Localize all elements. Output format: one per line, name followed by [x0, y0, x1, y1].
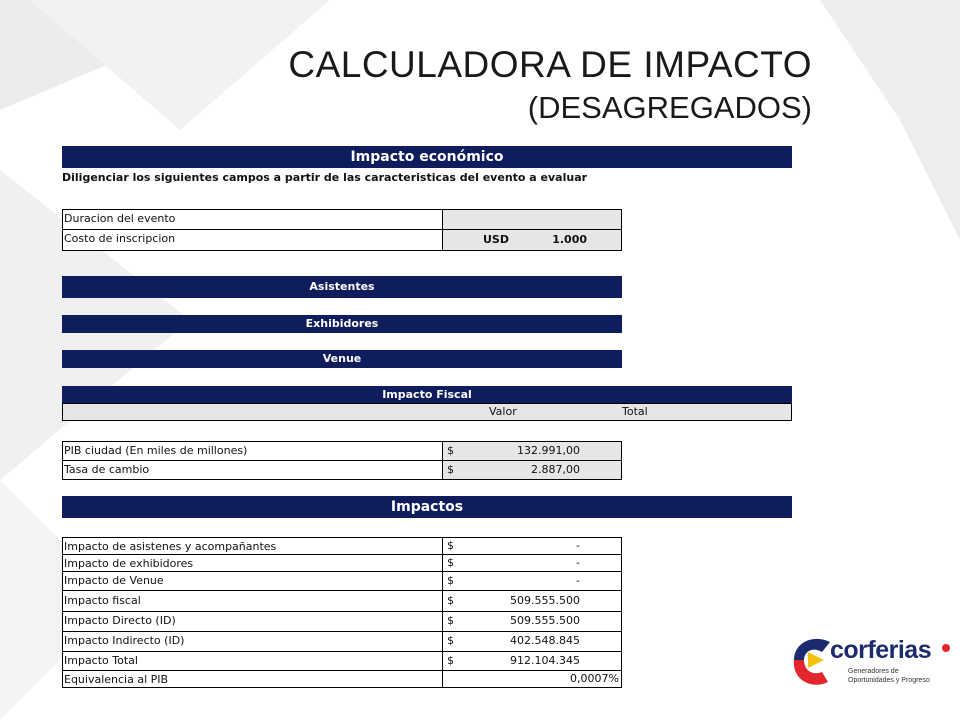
- tasa-cambio-currency: $: [447, 463, 454, 476]
- pib-ciudad-input[interactable]: [442, 441, 622, 461]
- impact-fiscal-value: 509.555.500: [510, 594, 580, 607]
- impact-total-currency: $: [447, 654, 454, 667]
- impact-row-value: [442, 554, 622, 572]
- corferias-tagline-1: Generadores de: [848, 668, 899, 675]
- asistentes-section-button[interactable]: [62, 276, 622, 298]
- impact-row-label: [62, 670, 443, 688]
- page-subtitle: (DESAGREGADOS): [527, 90, 812, 125]
- registration-cost-label: [62, 229, 443, 251]
- registration-cost-label-text: Costo de inscripcion: [64, 232, 176, 245]
- impact-total-label: Impacto Total: [64, 654, 138, 667]
- impact-directo-value: 509.555.500: [510, 614, 580, 627]
- impact-row-label: [62, 611, 443, 632]
- tasa-cambio-input[interactable]: [442, 460, 622, 480]
- impact-pib-equiv-label: Equivalencia al PIB: [64, 673, 169, 686]
- impact-asistentes-label: Impacto de asistenes y acompañantes: [64, 540, 277, 553]
- registration-cost-input[interactable]: [442, 229, 622, 251]
- duration-label: [62, 209, 443, 230]
- impact-fiscal-currency: $: [447, 594, 454, 607]
- pib-ciudad-value: 132.991,00: [517, 444, 580, 457]
- fiscal-impact-header-text: Impacto Fiscal: [382, 388, 472, 401]
- fiscal-col-total: Total: [622, 405, 648, 418]
- tasa-cambio-value: 2.887,00: [531, 463, 580, 476]
- impact-row-value: [442, 631, 622, 652]
- economic-impact-header-text: Impacto económico: [350, 149, 504, 165]
- venue-section-button[interactable]: [62, 350, 622, 368]
- instruction-text: Diligenciar los siguientes campos a partir de las caracteristicas del evento a evaluar: [62, 171, 588, 184]
- pib-ciudad-label-text: PIB ciudad (En miles de millones): [64, 444, 248, 457]
- corferias-brand-text: [830, 636, 931, 665]
- impact-row-value: [442, 670, 622, 688]
- impact-exhibidores-label: Impacto de exhibidores: [64, 557, 194, 570]
- brand-word: corferias: [830, 636, 932, 664]
- impact-venue-value: -: [576, 574, 580, 587]
- exhibidores-section-button[interactable]: [62, 315, 622, 333]
- registration-cost-value: 1.000: [552, 233, 587, 246]
- corferias-logo: [786, 630, 956, 690]
- fiscal-col-valor: Valor: [489, 405, 517, 418]
- venue-label: Venue: [322, 352, 362, 365]
- impact-row-value: [442, 590, 622, 612]
- impact-asistentes-currency: $: [447, 539, 454, 552]
- pib-ciudad-currency: $: [447, 444, 454, 457]
- impact-exhibidores-currency: $: [447, 556, 454, 569]
- impactos-header-text: Impactos: [390, 499, 464, 515]
- fiscal-subheader: [62, 403, 792, 421]
- page-title: CALCULADORA DE IMPACTO: [288, 44, 812, 85]
- asistentes-label: Asistentes: [309, 280, 375, 293]
- impact-asistentes-value: -: [576, 539, 580, 552]
- fiscal-impact-header: [62, 386, 792, 404]
- impact-row-value: [442, 651, 622, 671]
- impact-row-label: [62, 631, 443, 652]
- impact-row-label: [62, 537, 443, 555]
- impact-indirecto-currency: $: [447, 634, 454, 647]
- pib-ciudad-label: [62, 441, 443, 461]
- tasa-cambio-label-text: Tasa de cambio: [64, 463, 150, 476]
- impact-total-value: 912.104.345: [510, 654, 580, 667]
- impact-row-value: [442, 611, 622, 632]
- impact-directo-label: Impacto Directo (ID): [64, 614, 176, 627]
- corferias-tagline-2: Oportunidades y Progreso: [848, 677, 930, 684]
- impact-indirecto-value: 402.548.845: [510, 634, 580, 647]
- registered-mark-icon: [942, 644, 950, 652]
- corferias-emblem-icon: [786, 630, 836, 686]
- impact-row-value: [442, 571, 622, 591]
- duration-label-text: Duracion del evento: [64, 212, 176, 225]
- impact-exhibidores-value: -: [576, 556, 580, 569]
- impact-directo-currency: $: [447, 614, 454, 627]
- impact-row-label: [62, 554, 443, 572]
- economic-impact-header: [62, 146, 792, 168]
- impact-row-label: [62, 651, 443, 671]
- impact-row-value: [442, 537, 622, 555]
- impact-venue-currency: $: [447, 574, 454, 587]
- registration-cost-currency: USD: [483, 233, 509, 246]
- impact-row-label: [62, 590, 443, 612]
- impact-pib-equiv-value: 0,0007%: [570, 672, 619, 685]
- tasa-cambio-label: [62, 460, 443, 480]
- impact-fiscal-label: Impacto fiscal: [64, 594, 141, 607]
- exhibidores-label: Exhibidores: [305, 317, 379, 330]
- duration-input[interactable]: [442, 209, 622, 230]
- impact-row-label: [62, 571, 443, 591]
- impact-venue-label: Impacto de Venue: [64, 574, 164, 587]
- impact-indirecto-label: Impacto Indirecto (ID): [64, 634, 185, 647]
- impactos-header: [62, 496, 792, 518]
